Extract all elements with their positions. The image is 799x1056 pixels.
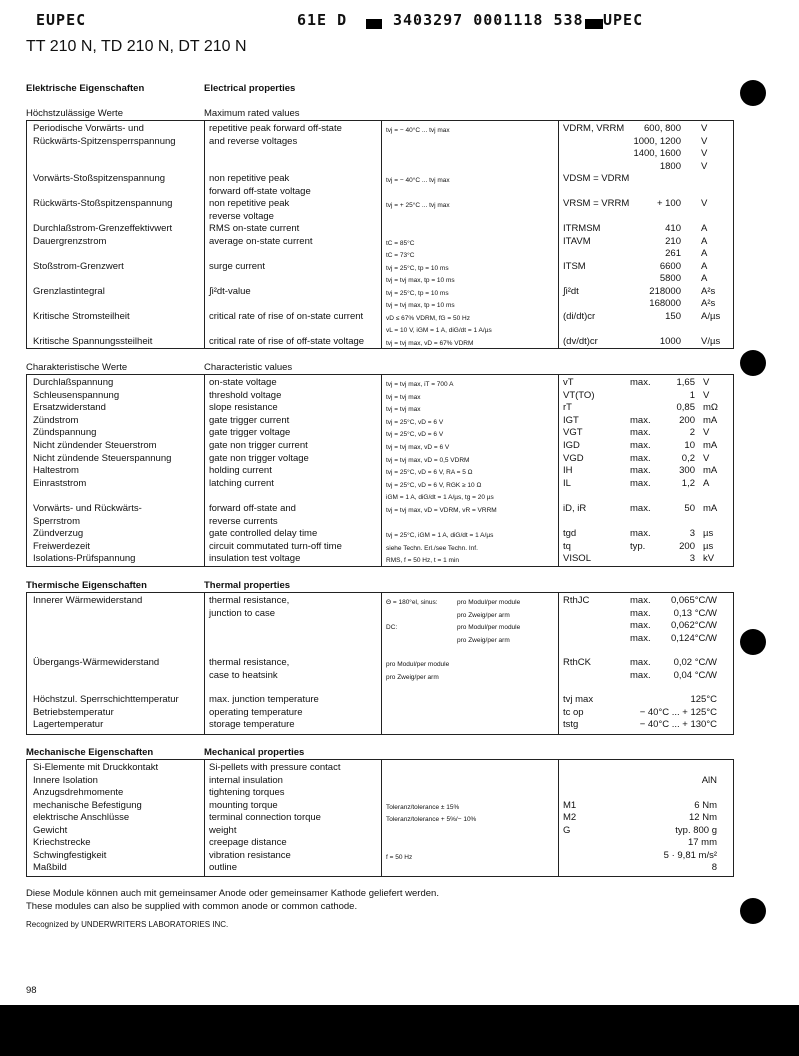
brand-left: EUPEC <box>36 11 87 29</box>
brand-right: UPEC <box>603 11 644 29</box>
symbol: IH <box>563 465 573 477</box>
param-de: Schwingfestigkeit <box>33 849 107 861</box>
value: typ. 800 g <box>675 824 717 836</box>
param-en: latching current <box>209 477 274 489</box>
qualifier: max. <box>630 657 651 668</box>
param-en: non repetitive peak <box>209 173 290 184</box>
param-en: outline <box>209 862 237 873</box>
param-en: terminal connection torque <box>209 812 321 823</box>
symbol: IL <box>563 477 571 489</box>
condition: tvj = + 25°C ... tvj max <box>386 202 450 209</box>
unit: V <box>701 198 708 209</box>
param-de: Kriechstrecke <box>33 837 91 848</box>
condition: tC = 73°C <box>386 252 415 259</box>
param-en: threshold voltage <box>209 389 282 401</box>
qualifier: max. <box>630 414 651 426</box>
symbol: rT <box>563 402 572 414</box>
value: 2 <box>689 427 695 439</box>
param-en: creepage distance <box>209 837 287 848</box>
page-title: TT 210 N, TD 210 N, DT 210 N <box>26 38 247 55</box>
param-de: Ersatzwiderstand <box>33 402 106 414</box>
param-de: Durchlaßstrom-Grenzeffektivwert <box>33 223 173 234</box>
qualifier: typ. <box>630 540 646 552</box>
param-en: critical rate of rise of on-state current <box>209 310 364 322</box>
param-de: Schleusenspannung <box>33 389 120 401</box>
condition: pro Zweig/per arm <box>386 673 439 681</box>
value: + 100 <box>656 198 681 209</box>
page-number: 98 <box>26 985 37 996</box>
condition: tvj = tvj max, vD = 6 V <box>386 444 450 451</box>
value: 0,04 °C/W <box>673 669 717 681</box>
param-en: critical rate of rise of off-state voltage <box>209 335 365 347</box>
param-de: Übergangs-Wärmewiderstand <box>33 657 160 668</box>
param-de: Vorwärts- und Rückwärts- <box>33 503 142 514</box>
param-en: gate trigger current <box>209 414 290 426</box>
table-max-rated <box>26 120 734 349</box>
condition: tvj = 25°C, tp = 10 ms <box>386 264 449 272</box>
qualifier: max. <box>630 528 651 540</box>
value: 17 mm <box>687 837 717 848</box>
value: − 40°C ... + 130°C <box>639 719 717 730</box>
symbol: RthJC <box>563 595 590 606</box>
symbol: ITAVM <box>563 235 591 247</box>
qualifier: max. <box>630 503 651 514</box>
symbol: tq <box>563 540 571 552</box>
param-de: Si-Elemente mit Druckkontakt <box>33 762 159 773</box>
condition: tvj = 25°C, vD = 6 V, RA = 5 Ω <box>386 469 473 477</box>
qualifier: max. <box>630 477 651 489</box>
value: 12 Nm <box>689 812 717 823</box>
param-de: mechanische Befestigung <box>33 799 142 811</box>
param-en: forward off-state voltage <box>209 185 311 197</box>
param-en: max. junction temperature <box>209 694 319 705</box>
value: 0,13 °C/W <box>673 607 717 619</box>
param-en: thermal resistance, <box>209 657 290 668</box>
value: 150 <box>665 310 681 322</box>
subsection-char-de: Charakteristische Werte <box>26 362 128 373</box>
condition: Toleranz/tolerance + 5%/− 10% <box>386 816 477 823</box>
condition: tvj = tvj max <box>386 393 421 401</box>
value: − 40°C ... + 125°C <box>639 706 717 718</box>
value: 0,85 <box>676 402 695 414</box>
black-square-icon <box>585 15 603 33</box>
unit: A/µs <box>701 310 721 322</box>
param-de: Höchstzul. Sperrschichttemperatur <box>33 694 179 705</box>
unit: µs <box>703 528 714 540</box>
param-de: Zündverzug <box>33 528 84 540</box>
symbol: VGT <box>563 427 583 439</box>
unit: V <box>703 452 710 464</box>
unit: mA <box>703 503 718 514</box>
value: 125°C <box>690 694 717 705</box>
param-en: holding current <box>209 465 272 477</box>
value: 0,065°C/W <box>670 595 717 606</box>
scan-border <box>0 1005 799 1056</box>
binder-hole-icon <box>740 629 766 655</box>
value: 8 <box>711 862 717 873</box>
param-de: Kritische Spannungssteilheit <box>33 335 153 347</box>
condition: tvj = 25°C, vD = 6 V <box>386 418 444 426</box>
value: 10 <box>684 440 695 451</box>
value: 210 <box>665 235 681 247</box>
symbol: ITSM <box>563 260 586 272</box>
param-de: Kritische Stromsteilheit <box>33 310 130 322</box>
condition: tvj = − 40°C ... tvj max <box>386 127 450 134</box>
param-en: on-state voltage <box>209 377 277 388</box>
condition: iGM = 1 A, diG/dt = 1 A/µs, tg = 20 µs <box>386 494 494 502</box>
section-mech-en: Mechanical properties <box>204 747 305 758</box>
recognized-note: Recognized by UNDERWRITERS LABORATORIES INC. <box>26 920 229 929</box>
symbol: tc op <box>563 706 584 718</box>
unit: kV <box>703 553 715 565</box>
param-de: Vorwärts-Stoßspitzenspannung <box>33 173 166 184</box>
symbol: tgd <box>563 528 577 540</box>
param-en: and reverse voltages <box>209 135 298 147</box>
symbol: tstg <box>563 719 579 730</box>
condition: vD ≤ 67% VDRM, fG = 50 Hz <box>386 314 470 322</box>
param-en: reverse currents <box>209 515 278 527</box>
symbol: VDRM, VRRM <box>563 123 625 134</box>
condition: tvj = tvj max, vD = VDRM, vR = VRRM <box>386 507 497 514</box>
value: AlN <box>701 774 717 786</box>
symbol: IGD <box>563 440 580 451</box>
value: 5800 <box>659 273 681 284</box>
param-de: Nicht zündende Steuerspannung <box>33 452 172 464</box>
unit: mΩ <box>703 402 719 414</box>
condition: tvj = tvj max, vD = 0,5 VDRM <box>386 456 470 464</box>
param-de: Zündstrom <box>33 414 79 426</box>
symbol: (di/dt)cr <box>563 310 596 322</box>
unit: µs <box>703 540 714 552</box>
unit: V <box>703 377 710 388</box>
param-de: Sperrstrom <box>33 515 80 527</box>
value: 0,2 <box>681 452 695 464</box>
condition: Θ = 180°el, sinus: <box>386 599 438 606</box>
section-electrical-de: Elektrische Eigenschaften <box>26 83 145 94</box>
condition: siehe Techn. Erl./see Techn. Inf. <box>386 544 478 552</box>
value: 1000, 1200 <box>633 135 681 147</box>
symbol: RthCK <box>563 657 591 668</box>
param-en: RMS on-state current <box>209 223 300 234</box>
param-de: Nicht zündender Steuerstrom <box>33 440 157 451</box>
symbol: tvj max <box>563 694 594 705</box>
value: 1800 <box>659 160 681 172</box>
code-a: 61E D <box>297 11 348 29</box>
param-de: Innerer Wärmewiderstand <box>33 595 143 606</box>
unit: A²s <box>701 285 716 297</box>
value: 1,65 <box>676 377 695 388</box>
unit: mA <box>703 414 718 426</box>
subsection-max-en: Maximum rated values <box>204 108 300 119</box>
symbol: IGT <box>563 414 579 426</box>
param-en: gate non trigger current <box>209 440 308 451</box>
unit: V <box>701 148 708 159</box>
value: 1 <box>689 389 695 401</box>
param-en: circuit commutated turn-off time <box>209 540 342 552</box>
symbol: ∫i²dt <box>563 285 579 297</box>
section-electrical-en: Electrical properties <box>204 83 296 94</box>
param-en: vibration resistance <box>209 849 291 861</box>
condition: Toleranz/tolerance ± 15% <box>386 803 460 811</box>
unit: A <box>701 260 708 272</box>
condition-detail: pro Zweig/per arm <box>457 636 510 644</box>
param-de: Innere Isolation <box>33 774 98 786</box>
param-en: reverse voltage <box>209 210 274 222</box>
qualifier: max. <box>630 377 651 388</box>
condition: vL = 10 V, iGM = 1 A, diG/dt = 1 A/µs <box>386 327 492 334</box>
condition: tvj = 25°C, vD = 6 V <box>386 431 444 439</box>
condition: RMS, f = 50 Hz, t = 1 min <box>386 557 459 565</box>
value: 1000 <box>659 335 681 347</box>
condition: tvj = tvj max, vD = 67% VDRM <box>386 339 474 347</box>
symbol: vT <box>563 377 574 388</box>
param-en: junction to case <box>209 607 276 619</box>
value: 1,2 <box>681 477 695 489</box>
unit: A <box>703 477 710 489</box>
param-de: Anzugsdrehmomente <box>33 787 124 798</box>
value: 300 <box>679 465 695 477</box>
value: 0,02 °C/W <box>673 657 717 668</box>
param-de: Periodische Vorwärts- und <box>33 123 144 134</box>
value: 261 <box>665 248 681 259</box>
note-en: These modules can also be supplied with common anode or common cathode. <box>26 901 358 912</box>
value: 3 <box>689 553 695 565</box>
condition-detail: pro Modul/per module <box>457 624 521 631</box>
qualifier: max. <box>630 595 651 606</box>
value: 6600 <box>659 260 681 272</box>
unit: mA <box>703 440 718 451</box>
unit: A <box>701 248 708 259</box>
qualifier: max. <box>630 440 651 451</box>
param-de: Freiwerdezeit <box>33 540 91 552</box>
param-en: tightening torques <box>209 787 285 798</box>
param-en: average on-state current <box>209 235 313 247</box>
param-de: Haltestrom <box>33 465 79 477</box>
condition: pro Modul/per module <box>386 661 450 668</box>
param-en: gate non trigger voltage <box>209 452 309 464</box>
binder-hole-icon <box>740 80 766 106</box>
condition: tvj = tvj max <box>386 406 421 414</box>
value: 410 <box>665 223 681 234</box>
unit: A <box>701 235 708 247</box>
param-de: Grenzlastintegral <box>33 285 105 297</box>
param-en: Si-pellets with pressure contact <box>209 762 341 773</box>
value: 200 <box>679 414 695 426</box>
qualifier: max. <box>630 452 651 464</box>
condition: tvj = 25°C, vD = 6 V, RGK ≥ 10 Ω <box>386 481 482 489</box>
param-en: mounting torque <box>209 799 278 811</box>
param-en: insulation test voltage <box>209 553 301 565</box>
param-de: Rückwärts-Stoßspitzenspannung <box>33 198 173 209</box>
symbol: VRSM = VRRM <box>563 198 630 209</box>
param-en: repetitive peak forward off-state <box>209 123 342 134</box>
param-en: storage temperature <box>209 719 295 730</box>
param-en: forward off-state and <box>209 503 296 514</box>
symbol: G <box>563 824 571 836</box>
value: 3 <box>689 528 695 540</box>
condition: tvj = 25°C, iGM = 1 A, diG/dt = 1 A/µs <box>386 532 494 540</box>
subsection-max-de: Höchstzulässige Werte <box>26 108 123 119</box>
unit: V <box>703 427 710 439</box>
param-de: Stoßstrom-Grenzwert <box>33 260 124 272</box>
note-de: Diese Module können auch mit gemeinsamer Anode oder gemeinsamer Kathode geliefert werden. <box>26 888 439 899</box>
param-en: thermal resistance, <box>209 595 290 606</box>
qualifier: max. <box>630 632 651 644</box>
value: 5 · 9,81 m/s² <box>663 849 717 861</box>
param-en: case to heatsink <box>209 669 278 681</box>
condition: tvj = tvj max, tp = 10 ms <box>386 302 455 309</box>
condition: tvj = tvj max, iT = 700 A <box>386 381 454 388</box>
value: 200 <box>679 540 695 552</box>
condition: tC = 85°C <box>386 239 415 247</box>
symbol: M1 <box>563 799 577 811</box>
param-de: Dauergrenzstrom <box>33 235 107 247</box>
param-de: elektrische Anschlüsse <box>33 812 130 823</box>
unit: A <box>701 273 708 284</box>
value: 168000 <box>649 298 681 309</box>
value: 6 Nm <box>694 799 717 811</box>
param-de: Zündspannung <box>33 427 97 439</box>
table-characteristic <box>26 374 734 567</box>
param-de: Maßbild <box>33 862 67 873</box>
condition-detail: pro Zweig/per arm <box>457 611 510 619</box>
symbol: VGD <box>563 452 584 464</box>
condition: tvj = − 40°C ... tvj max <box>386 177 450 184</box>
condition: tvj = tvj max, tp = 10 ms <box>386 277 455 284</box>
table-thermal <box>26 592 734 735</box>
param-en: surge current <box>209 260 265 272</box>
param-de: Durchlaßspannung <box>33 377 114 388</box>
value: 600, 800 <box>644 123 681 134</box>
section-mech-de: Mechanische Eigenschaften <box>26 747 154 758</box>
param-en: internal insulation <box>209 774 283 786</box>
param-de: Einraststrom <box>33 477 87 489</box>
condition-detail: pro Modul/per module <box>457 599 521 606</box>
unit: V <box>701 135 708 147</box>
param-de: Rückwärts-Spitzensperrspannung <box>33 135 176 147</box>
qualifier: max. <box>630 427 651 439</box>
condition: DC: <box>386 624 398 631</box>
value: 1400, 1600 <box>633 148 681 159</box>
symbol: (dv/dt)cr <box>563 335 598 347</box>
binder-hole-icon <box>740 898 766 924</box>
param-en: ∫i²dt-value <box>209 285 251 297</box>
value: 0,124°C/W <box>670 632 717 644</box>
param-de: Lagertemperatur <box>33 719 104 730</box>
value: 218000 <box>649 285 681 297</box>
param-en: slope resistance <box>209 402 278 414</box>
qualifier: max. <box>630 620 651 631</box>
param-de: Gewicht <box>33 824 68 836</box>
unit: V <box>703 389 710 401</box>
condition: tvj = 25°C, tp = 10 ms <box>386 289 449 297</box>
qualifier: max. <box>630 607 651 619</box>
value: 0,062°C/W <box>670 620 717 631</box>
unit: V <box>701 160 708 172</box>
symbol: ITRMSM <box>563 223 601 234</box>
param-en: gate trigger voltage <box>209 427 291 439</box>
subsection-char-en: Characteristic values <box>204 362 293 373</box>
param-en: weight <box>209 824 237 836</box>
condition: f = 50 Hz <box>386 853 413 861</box>
qualifier: max. <box>630 465 651 477</box>
unit: A²s <box>701 298 716 309</box>
param-de: Isolations-Prüfspannung <box>33 553 136 565</box>
symbol: M2 <box>563 812 577 823</box>
symbol: VT(TO) <box>563 389 595 401</box>
section-thermal-en: Thermal properties <box>204 580 291 591</box>
section-thermal-de: Thermische Eigenschaften <box>26 580 147 591</box>
qualifier: max. <box>630 669 651 681</box>
param-en: gate controlled delay time <box>209 528 318 540</box>
unit: mA <box>703 465 718 477</box>
symbol: VISOL <box>563 553 591 565</box>
symbol: VDSM = VDRM <box>563 173 630 184</box>
table-mechanical <box>26 759 734 877</box>
param-en: non repetitive peak <box>209 198 290 209</box>
value: 50 <box>684 503 695 514</box>
param-en: operating temperature <box>209 706 303 718</box>
param-de: Betriebstemperatur <box>33 706 114 718</box>
black-square-icon <box>366 15 382 33</box>
symbol: iD, iR <box>563 503 587 514</box>
code-b: 3403297 0001118 538 <box>393 11 584 29</box>
unit: A <box>701 223 708 234</box>
unit: V <box>701 123 708 134</box>
unit: V/µs <box>701 335 721 347</box>
binder-hole-icon <box>740 350 766 376</box>
